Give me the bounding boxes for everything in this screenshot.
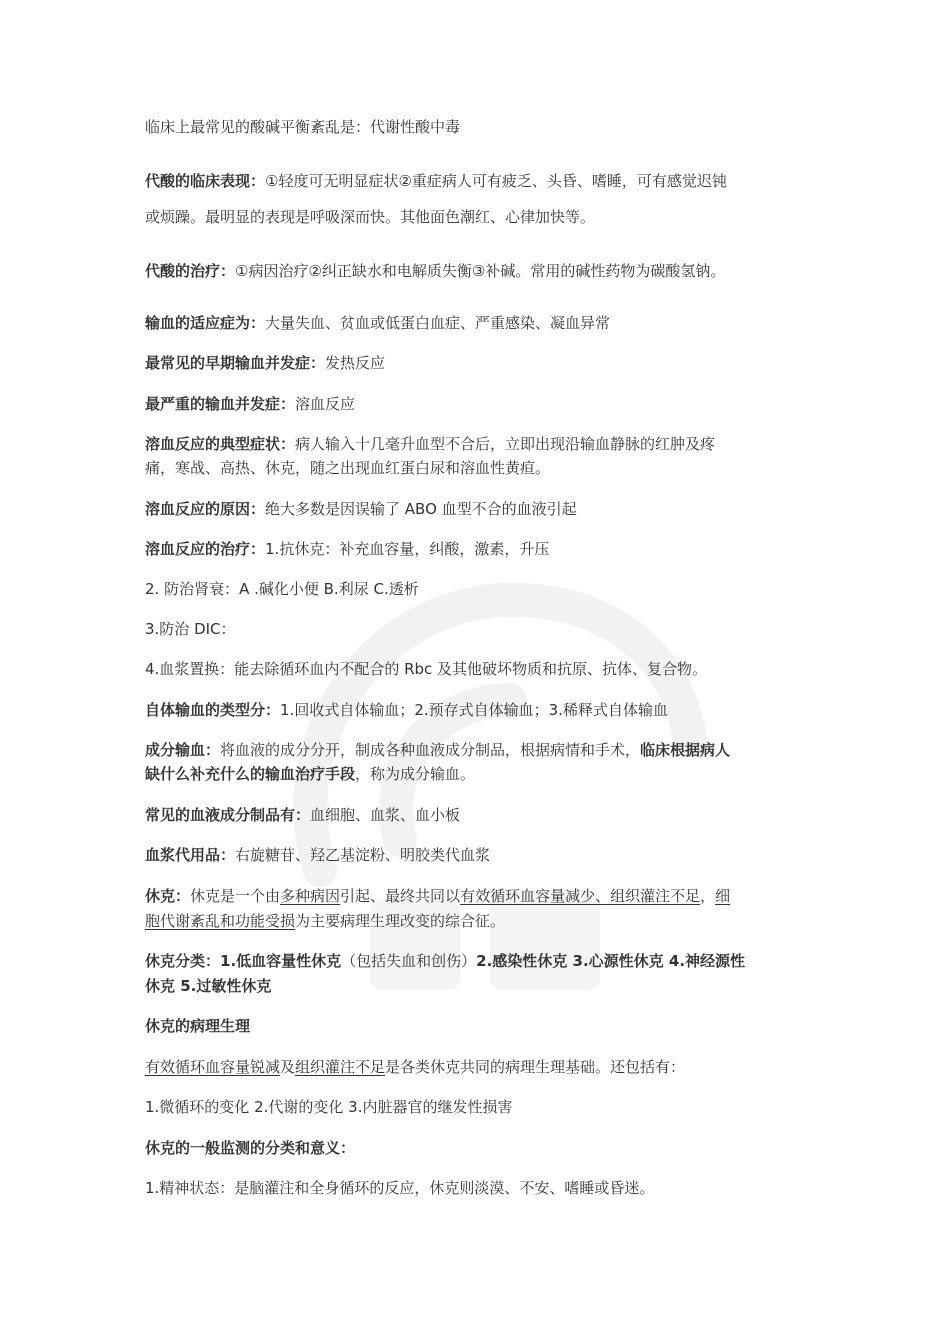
text: 绝大多数是因误输了 ABO 血型不合的血液引起 bbox=[265, 500, 577, 518]
line-shock-monitoring-heading bbox=[145, 1136, 805, 1161]
line-component-transfusion-cont bbox=[145, 762, 805, 787]
bold-label: 溶血反应的治疗： bbox=[145, 540, 266, 558]
underlined-text: 细 bbox=[715, 887, 731, 905]
bold-label: 代酸的治疗： bbox=[145, 262, 236, 280]
line-shock-definition-cont bbox=[145, 909, 805, 934]
line-shock-pathophysiology bbox=[145, 1055, 805, 1080]
bold-label: 溶血反应的典型症状： bbox=[145, 435, 296, 453]
line-shock-definition bbox=[145, 884, 805, 909]
bold-text: 2.感染性休克 3.心源性休克 4.神经源性 bbox=[476, 952, 746, 970]
bold-label: 输血的适应症为： bbox=[145, 314, 266, 332]
text: 3.防治 DIC： bbox=[145, 620, 236, 638]
text: 1.抗休克：补充血容量，纠酸，激素，升压 bbox=[265, 540, 550, 558]
bold-label: 代酸的临床表现： bbox=[145, 172, 266, 190]
text: 痛，寒战、高热、休克，随之出现血红蛋白尿和溶血性黄疸。 bbox=[145, 459, 551, 477]
text: 引起、最终共同以 bbox=[340, 887, 461, 905]
line-hemolysis-cause bbox=[145, 497, 805, 522]
text: 2. 防治肾衰：A .碱化小便 B.利尿 C.透析 bbox=[145, 580, 419, 598]
text: 是各类休克共同的病理生理基础。还包括有： bbox=[385, 1058, 686, 1076]
bold-label: 休克： bbox=[145, 887, 191, 905]
line-plasma-substitutes bbox=[145, 843, 805, 868]
line-mental-status bbox=[145, 1176, 805, 1201]
line-hemolysis-treatment bbox=[145, 537, 805, 562]
text: 血细胞、血浆、血小板 bbox=[310, 806, 461, 824]
text: 4.血浆置换：能去除循环血内不配合的 Rbc 及其他破坏物质和抗原、抗体、复合物。 bbox=[145, 660, 708, 678]
text: ，称为成分输血。 bbox=[355, 765, 476, 783]
line-blood-products bbox=[145, 803, 805, 828]
line-transfusion-indications bbox=[145, 311, 805, 336]
line-shock-classification-cont bbox=[145, 974, 805, 999]
line-shock-classification bbox=[145, 949, 805, 974]
bold-label: 最常见的早期输血并发症： bbox=[145, 354, 326, 372]
line-treatment-3 bbox=[145, 617, 805, 642]
text: 右旋糖苷、羟乙基淀粉、明胶类代血浆 bbox=[235, 846, 491, 864]
line-hemolysis-symptoms bbox=[145, 432, 805, 457]
line-autologous-types bbox=[145, 698, 805, 723]
line-acid-base-common bbox=[145, 115, 805, 140]
bold-text: 休克的病理生理 bbox=[145, 1017, 251, 1035]
line-severe-complication bbox=[145, 392, 805, 417]
text: ①轻度可无明显症状②重症病人可有疲乏、头昏、嗜睡，可有感觉迟钝 bbox=[265, 172, 727, 190]
bold-label: 自体输血的类型分： bbox=[145, 701, 281, 719]
bold-text: 1.低血容量性休克 bbox=[220, 952, 342, 970]
bold-text: 临床根据病人 bbox=[640, 741, 731, 759]
text: 或烦躁。最明显的表现是呼吸深而快。其他面色潮红、心律加快等。 bbox=[145, 208, 596, 226]
bold-text: 缺什么补充什么的输血治疗手段 bbox=[145, 765, 356, 783]
line-acidosis-treatment bbox=[145, 259, 805, 284]
underlined-text: 胞代谢紊乱和功能受损 bbox=[145, 912, 296, 930]
line-treatment-4 bbox=[145, 657, 805, 682]
line-early-complication bbox=[145, 351, 805, 376]
text: 休克是一个由 bbox=[190, 887, 281, 905]
text: 溶血反应 bbox=[295, 395, 356, 413]
line-treatment-2 bbox=[145, 577, 805, 602]
underlined-text: 有效循环血容量锐减 bbox=[145, 1058, 281, 1076]
bold-label: 成分输血： bbox=[145, 741, 221, 759]
line-acidosis-symptoms-cont bbox=[145, 205, 805, 230]
line-shock-changes bbox=[145, 1095, 805, 1120]
text: 为主要病理生理改变的综合征。 bbox=[295, 912, 506, 930]
line-component-transfusion bbox=[145, 738, 805, 763]
bold-label: 休克分类： bbox=[145, 952, 221, 970]
text: 1.微循环的变化 2.代谢的变化 3.内脏器官的继发性损害 bbox=[145, 1098, 513, 1116]
text: ， bbox=[700, 887, 716, 905]
bold-text: 休克 5.过敏性休克 bbox=[145, 977, 272, 995]
bold-label: 常见的血液成分制品有： bbox=[145, 806, 311, 824]
bold-label: 血浆代用品： bbox=[145, 846, 236, 864]
text: （包括失血和创伤） bbox=[341, 952, 477, 970]
line-acidosis-symptoms bbox=[145, 169, 805, 194]
text: ①病因治疗②纠正缺水和电解质失衡③补碱。常用的碱性药物为碳酸氢钠。 bbox=[235, 262, 726, 280]
text: 发热反应 bbox=[325, 354, 386, 372]
text: 临床上最常见的酸碱平衡紊乱是：代谢性酸中毒 bbox=[145, 118, 461, 136]
underlined-text: 有效循环血容量减少、组织灌注不足 bbox=[460, 887, 701, 905]
text: 大量失血、贫血或低蛋白血症、严重感染、凝血异常 bbox=[265, 314, 611, 332]
line-shock-pathophysiology-heading bbox=[145, 1014, 805, 1039]
bold-label: 最严重的输血并发症： bbox=[145, 395, 296, 413]
bold-text: 休克的一般监测的分类和意义： bbox=[145, 1139, 356, 1157]
bold-label: 溶血反应的原因： bbox=[145, 500, 266, 518]
underlined-text: 多种病因 bbox=[280, 887, 341, 905]
text: 及 bbox=[280, 1058, 296, 1076]
text: 病人输入十几毫升血型不合后，立即出现沿输血静脉的红肿及疼 bbox=[295, 435, 716, 453]
line-hemolysis-symptoms-cont bbox=[145, 456, 805, 481]
text: 1.回收式自体输血；2.预存式自体输血；3.稀释式自体输血 bbox=[280, 701, 668, 719]
text: 1.精神状态：是脑灌注和全身循环的反应，休克则淡漠、不安、嗜睡或昏迷。 bbox=[145, 1179, 655, 1197]
underlined-text: 组织灌注不足 bbox=[295, 1058, 386, 1076]
text: 将血液的成分分开，制成各种血液成分制品，根据病情和手术， bbox=[220, 741, 641, 759]
